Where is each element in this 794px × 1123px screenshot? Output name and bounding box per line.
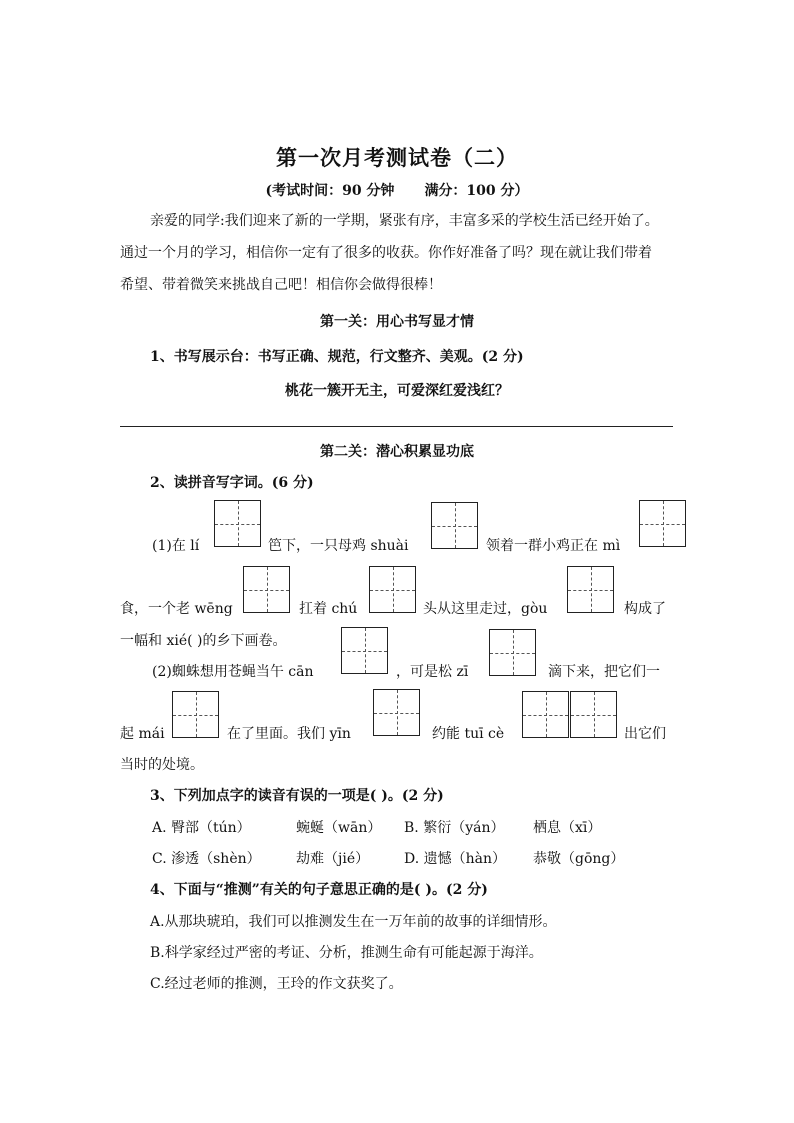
q3-option-b: B. 繁衍（yán） xyxy=(404,820,505,836)
q3-option-c: C. 渗透（shèn） xyxy=(152,851,261,867)
q2-text: 食，一个老 wēng xyxy=(120,601,233,617)
q2-text: 一幅和 xié( )的乡下画卷。 xyxy=(120,633,287,649)
q4-option-b: B.科学家经过严密的考证、分析，推测生命有可能起源于海洋。 xyxy=(150,945,543,961)
q3-option-a-word2: 蜿蜒（wān） xyxy=(296,820,382,836)
q2-text: 约能 tuī cè xyxy=(432,726,505,742)
q2-text: (1)在 lí xyxy=(152,538,200,554)
q3-option-d-word2: 恭敬（gōng） xyxy=(533,851,625,867)
q3-option-d: D. 遗憾（hàn） xyxy=(404,851,507,867)
q2-text: 笆下，一只母鸡 shuài xyxy=(268,538,409,554)
q3-option-b-word2: 栖息（xī） xyxy=(533,820,602,836)
tian-grid-box[interactable] xyxy=(369,566,416,613)
question-1-title: 1、书写展示台：书写正确、规范，行文整齐、美观。(2 分) xyxy=(150,349,524,365)
q2-text: 当时的处境。 xyxy=(120,757,204,773)
q2-text: (2)蜘蛛想用苍蝇当午 cān xyxy=(152,664,314,680)
q2-text: 滴下来，把它们一 xyxy=(548,664,660,680)
tian-grid-box[interactable] xyxy=(639,500,686,547)
q2-text: 在了里面。我们 yīn xyxy=(227,726,351,742)
tian-grid-box[interactable] xyxy=(489,629,536,676)
tian-grid-box[interactable] xyxy=(431,502,478,549)
section-2-heading: 第二关：潜心积累显功底 xyxy=(320,444,474,460)
q2-text: 起 mái xyxy=(120,726,165,742)
poem-line: 桃花一簇开无主，可爱深红爱浅红？ xyxy=(285,383,509,399)
tian-grid-box[interactable] xyxy=(373,689,420,736)
tian-grid-box[interactable] xyxy=(522,691,569,738)
tian-grid-box[interactable] xyxy=(243,566,290,613)
intro-line-3: 希望、带着微笑来挑战自己吧！相信你会做得很棒！ xyxy=(120,277,442,293)
q2-text: 出它们 xyxy=(624,726,666,742)
question-4-title: 4、下面与“推测”有关的句子意思正确的是( )。(2 分) xyxy=(150,882,488,898)
tian-grid-box[interactable] xyxy=(341,627,388,674)
page-title: 第一次月考测试卷（二） xyxy=(276,145,518,170)
tian-grid-box[interactable] xyxy=(570,691,617,738)
q3-option-a: A. 臀部（tún） xyxy=(152,820,251,836)
q2-text: 头从这里走过，gòu xyxy=(423,601,548,617)
tian-grid-box[interactable] xyxy=(567,566,614,613)
q4-option-a: A.从那块琥珀，我们可以推测发生在一万年前的故事的详细情形。 xyxy=(150,914,557,930)
q2-text: 领着一群小鸡正在 mì xyxy=(486,538,621,554)
q2-text: 扛着 chú xyxy=(299,601,358,617)
intro-line-1: 亲爱的同学:我们迎来了新的一学期，紧张有序，丰富多采的学校生活已经开始了。 xyxy=(150,213,659,229)
tian-grid-box[interactable] xyxy=(214,500,261,547)
section-1-heading: 第一关：用心书写显才情 xyxy=(320,314,474,330)
q2-text: 构成了 xyxy=(624,601,666,617)
writing-line[interactable] xyxy=(120,426,673,427)
q4-option-c: C.经过老师的推测，王玲的作文获奖了。 xyxy=(150,976,403,992)
tian-grid-box[interactable] xyxy=(172,691,219,738)
q3-option-c-word2: 劫难（jié） xyxy=(296,851,370,867)
q2-text: ，可是松 zī xyxy=(396,664,469,680)
exam-info xyxy=(0,180,794,200)
intro-line-2: 通过一个月的学习，相信你一定有了很多的收获。你作好准备了吗？现在就让我们带着 xyxy=(120,245,652,261)
question-2-title: 2、读拼音写字词。(6 分) xyxy=(150,475,314,491)
exam-score: 满分：100 分） xyxy=(424,183,529,199)
exam-time: (考试时间：90 分钟 xyxy=(265,183,395,199)
question-3-title: 3、下列加点字的读音有误的一项是( )。(2 分) xyxy=(150,788,444,804)
